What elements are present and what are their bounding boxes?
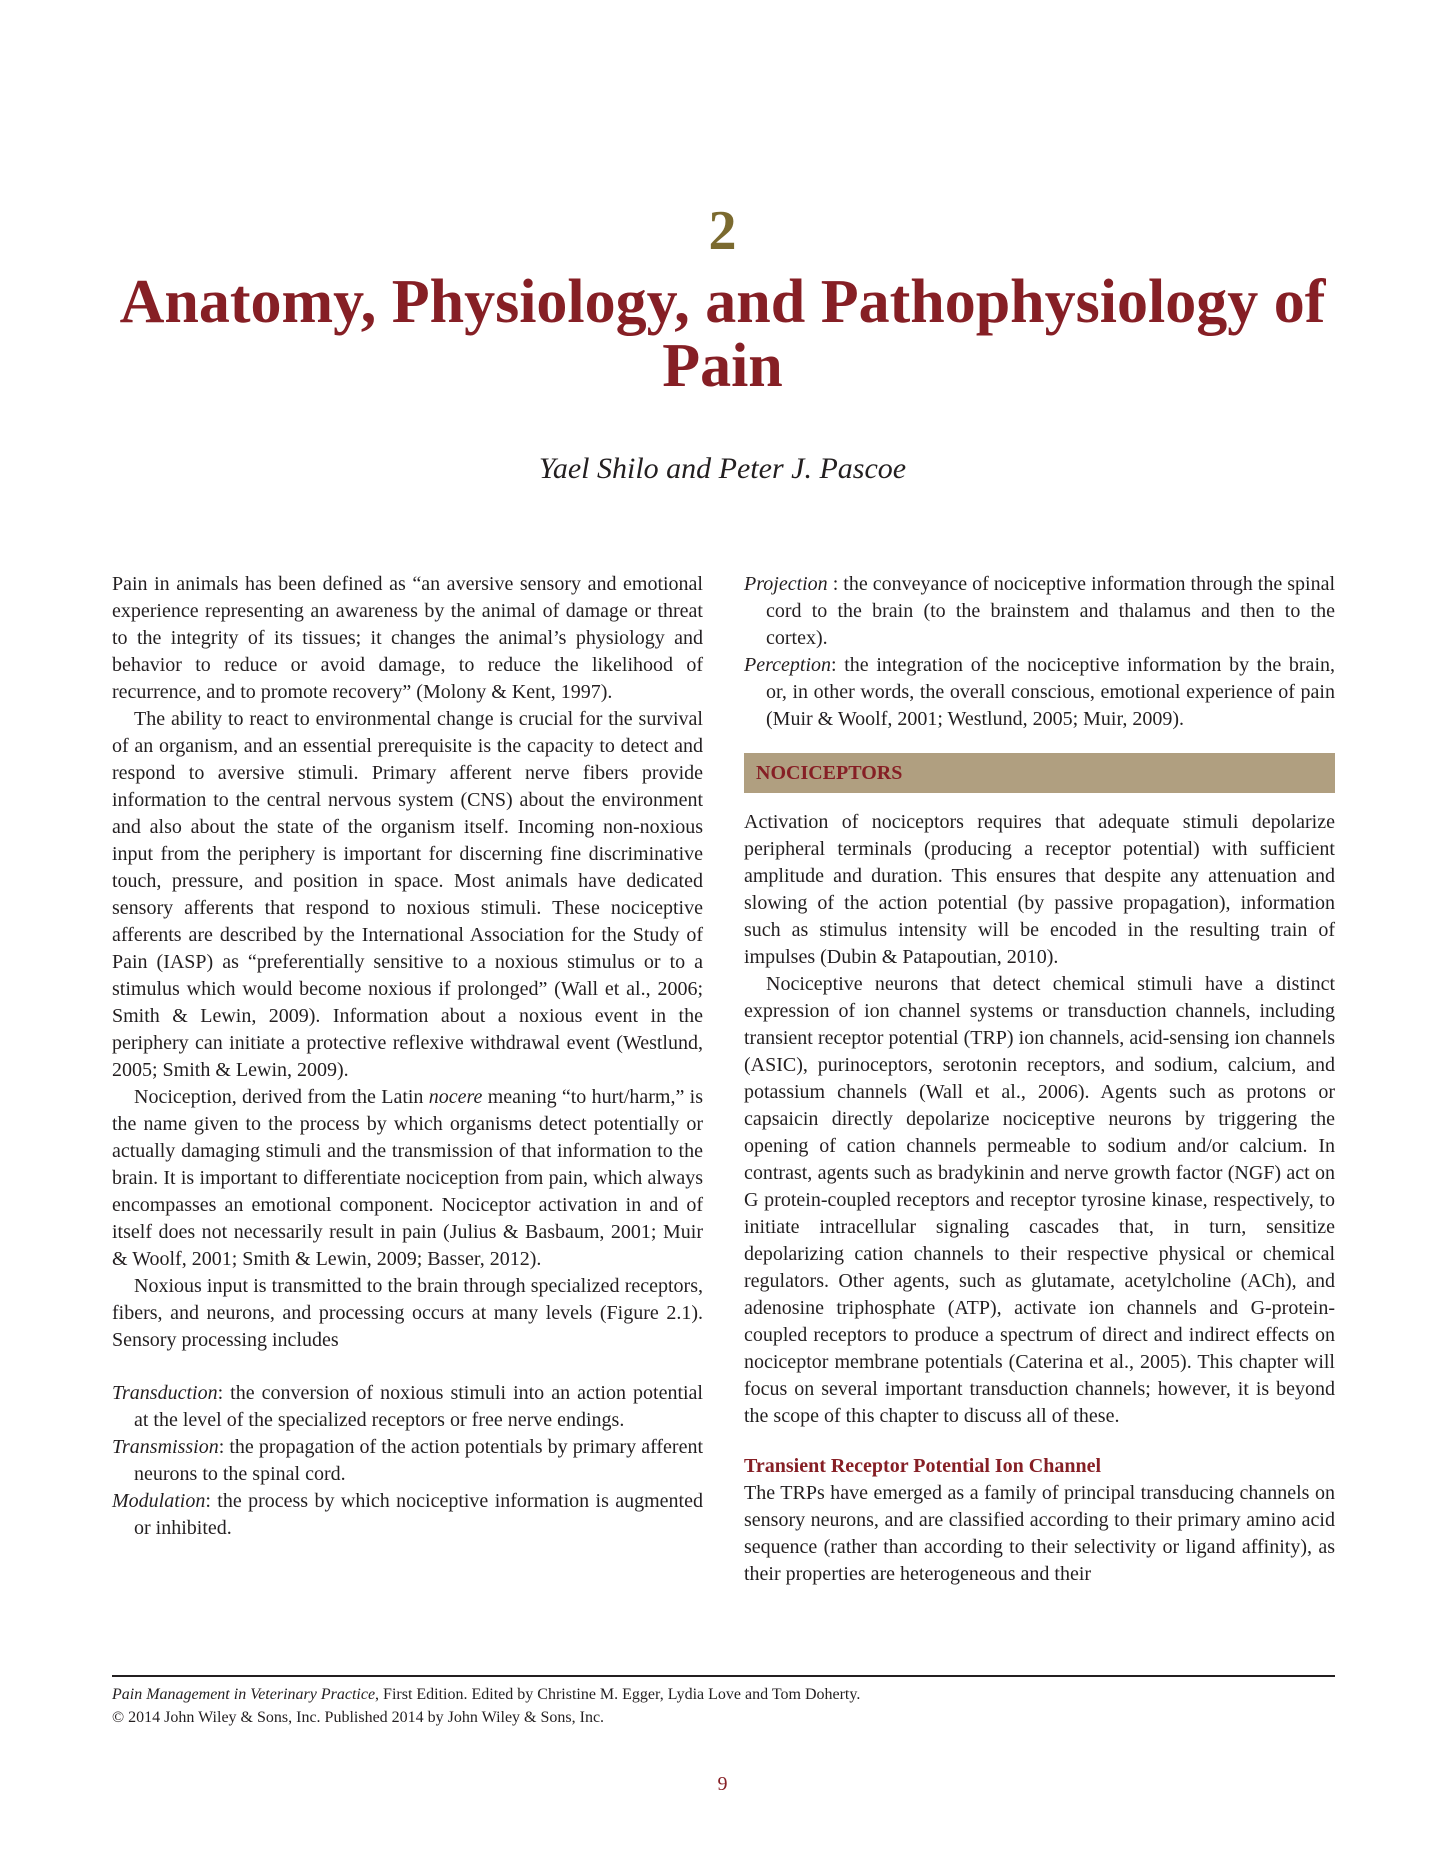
paragraph-text: meaning “to hurt/harm,” is the name given to the process by which organisms detect potentially or actually damaging stimuli and the transmission of that information to the brain. It is important to differentiate nociception from pain, which always encompasses an emotional component. Nociceptor activation in and of itself does not necessarily result in pain (Julius & Basbaum, 2001; Muir & Woolf, 2001; Smith & Lewin, 2009; Basser, 2012). (112, 1086, 703, 1270)
definition-item (112, 1434, 703, 1488)
subsection-heading: Transient Receptor Potential Ion Channel (744, 1455, 1102, 1477)
definition-term: Projection (744, 573, 828, 595)
page-number: 9 (717, 1773, 728, 1795)
definition-item (744, 571, 1335, 652)
latin-term: nocere (428, 1086, 483, 1108)
definition-term: Modulation (112, 1490, 206, 1512)
paragraph (112, 1084, 703, 1273)
chapter-number: 2 (708, 200, 737, 262)
authors: Yael Shilo and Peter J. Pascoe (538, 452, 907, 485)
definition-term: Transduction (112, 1382, 218, 1404)
definition-item (112, 1488, 703, 1542)
paragraph: Noxious input is transmitted to the brain through specialized receptors, fibers, and neurons, and processing occurs at many levels (Figure 2.1). Sensory processing includes (112, 1275, 703, 1351)
footer-citation (112, 1683, 1335, 1706)
footer (112, 1683, 1335, 1729)
paragraph: Nociceptive neurons that detect chemical stimuli have a distinct expression of ion channel systems or transduction channels, including transient receptor potential (TRP) ion channels, acid-sensing ion channels (ASIC), purinoceptors, serotonin receptors, and sodium, calcium, and potassium channels (Wall et al., 2006). Agents such as protons or capsaicin directly depolarize nociceptive neurons by triggering the opening of cation channels permeable to sodium and/or calcium. In contrast, agents such as bradykinin and nerve growth factor (NGF) act on G protein-coupled receptors and receptor tyrosine kinase, respectively, to initiate intracellular signaling cascades that, in turn, sensitize depolarizing cation channels to their respective physical or chemical regulators. Other agents, such as glutamate, acetylcholine (ACh), and adenosine triphosphate (ATP), activate ion channels and G-protein-coupled receptors to produce a spectrum of direct and indirect effects on nociceptor membrane potentials (Caterina et al., 2005). This chapter will focus on several important transduction channels; however, it is beyond the scope of this chapter to discuss all of these. (744, 973, 1335, 1427)
paragraph-text: Nociception, derived from the Latin (134, 1086, 429, 1108)
paragraph: The ability to react to environmental change is crucial for the survival of an organism, and an essential prerequisite is the capacity to detect and respond to aversive stimuli. Primary afferent nerve fibers provide information to the central nervous system (CNS) about the environment and also about the state of the organism itself. Incoming non-noxious input from the periphery is important for discerning fine discriminative touch, pressure, and position in space. Most animals have dedicated sensory afferents that respond to noxious stimuli. These nociceptive afferents are described by the International Association for the Study of Pain (IASP) as “preferentially sensitive to a noxious stimulus or to a stimulus which would become noxious if prolonged” (Wall et al., 2006; Smith & Lewin, 2009). Information about a noxious event in the periphery can initiate a protective reflexive withdrawal event (Westlund, 2005; Smith & Lewin, 2009). (112, 708, 703, 1081)
book-title: Pain Management in Veterinary Practice (112, 1686, 376, 1703)
edition-text: , First Edition. Edited by Christine M. Egger, Lydia Love and Tom Doherty. (375, 1686, 861, 1703)
definition-text: : the process by which nociceptive information is augmented or inhibited. (134, 1490, 703, 1539)
definition-item (112, 1380, 703, 1434)
paragraph: The TRPs have emerged as a family of principal transducing channels on sensory neurons, and are classified according to their primary amino acid sequence (rather than according to their selectivity or ligand affinity), as their properties are heterogeneous and their (744, 1482, 1335, 1585)
right-column (744, 571, 1335, 1588)
chapter-title: Anatomy, Physiology, and Pathophysiology of Pain (119, 268, 1326, 400)
definition-item (744, 652, 1335, 733)
paragraph: Pain in animals has been defined as “an aversive sensory and emotional experience representing an awareness by the animal of damage or threat to the integrity of its tissues; it changes the animal’s physiology and behavior to reduce or avoid damage, to reduce the likelihood of recurrence, and to promote recovery” (Molony & Kent, 1997). (112, 573, 703, 703)
definition-text: : the conversion of noxious stimuli into an action potential at the level of the specialized receptors or free nerve endings. (134, 1382, 703, 1431)
definition-text: : the propagation of the action potentials by primary afferent neurons to the spinal cord. (134, 1436, 703, 1485)
left-column (112, 571, 703, 1542)
definition-text: : the conveyance of nociceptive information through the spinal cord to the brain (to the brainstem and thalamus and then to the cortex). (766, 573, 1335, 649)
footer-rule (112, 1675, 1335, 1677)
definition-term: Perception (744, 654, 832, 676)
copyright-line: © 2014 John Wiley & Sons, Inc. Published 2014 by John Wiley & Sons, Inc. (112, 1709, 605, 1726)
section-heading: NOCICEPTORS (744, 753, 1335, 793)
paragraph: Activation of nociceptors requires that adequate stimuli depolarize peripheral terminals (producing a receptor potential) with sufficient amplitude and duration. This ensures that despite any attenuation and slowing of the action potential (by passive propagation), information such as stimulus intensity will be encoded in the resulting train of impulses (Dubin & Patapoutian, 2010). (744, 811, 1335, 968)
definition-text: : the integration of the nociceptive information by the brain, or, in other words, the overall conscious, emotional experience of pain (Muir & Woolf, 2001; Westlund, 2005; Muir, 2009). (766, 654, 1335, 730)
definition-term: Transmission (112, 1436, 219, 1458)
